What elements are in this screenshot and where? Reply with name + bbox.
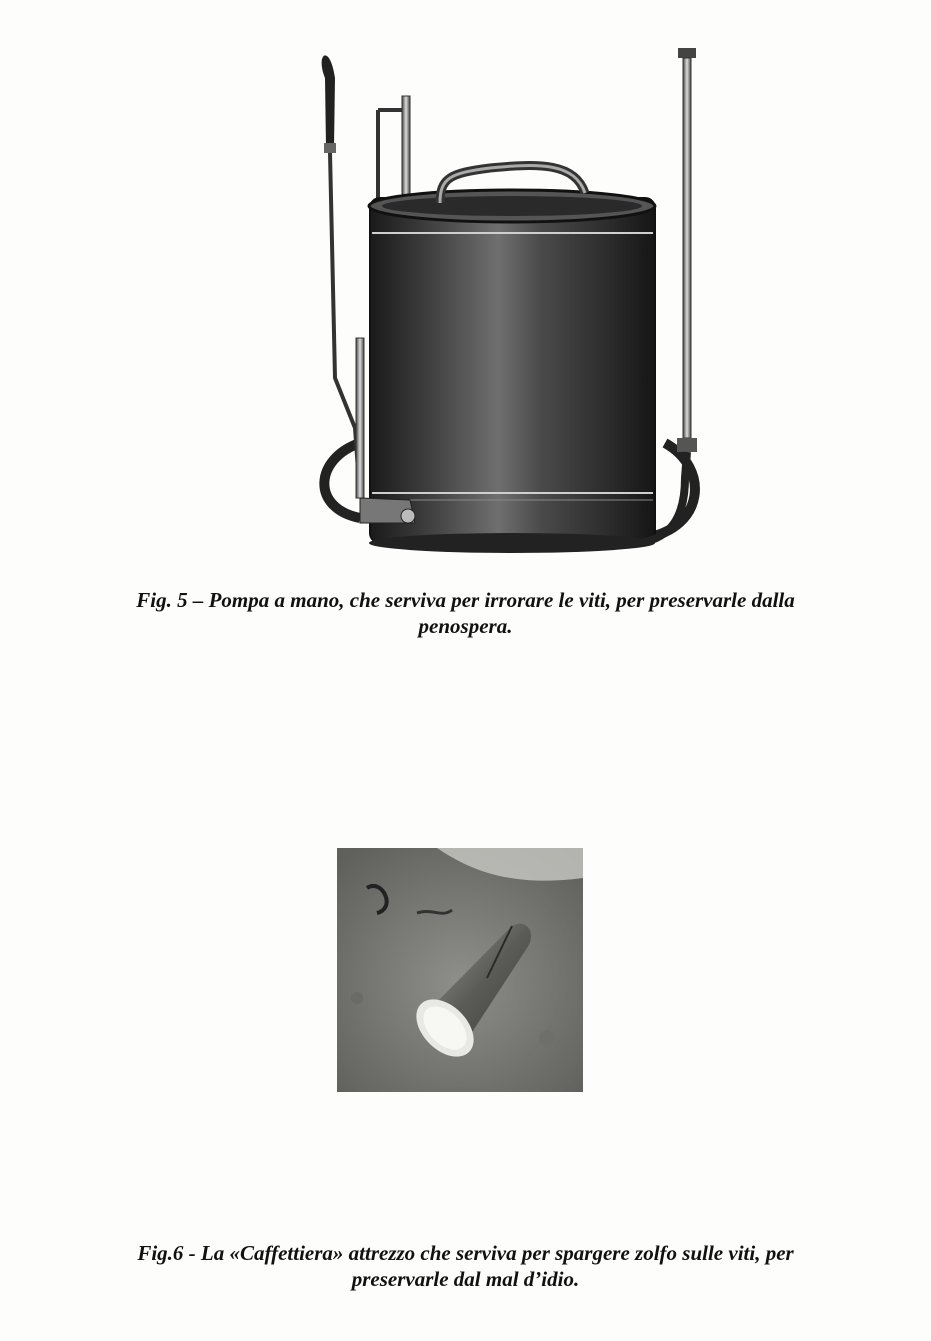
figure-5-caption [0, 587, 931, 639]
figure-5-caption-line-1: Fig. 5 – Pompa a mano, che serviva per irrorare le viti, per preservarle dalla [136, 588, 795, 612]
figure-6-caption-line-1: Fig.6 - La «Caffettiera» attrezzo che serviva per spargere zolfo sulle viti, per [137, 1241, 794, 1265]
figure-6-caption [0, 1240, 931, 1292]
caffettiera-photo [337, 848, 583, 1092]
sprayer-illustration [290, 38, 730, 558]
figure-5-caption-line-2: penospera. [418, 614, 513, 638]
figure-6-caption-line-2: preservarle dal mal d’idio. [351, 1267, 580, 1291]
